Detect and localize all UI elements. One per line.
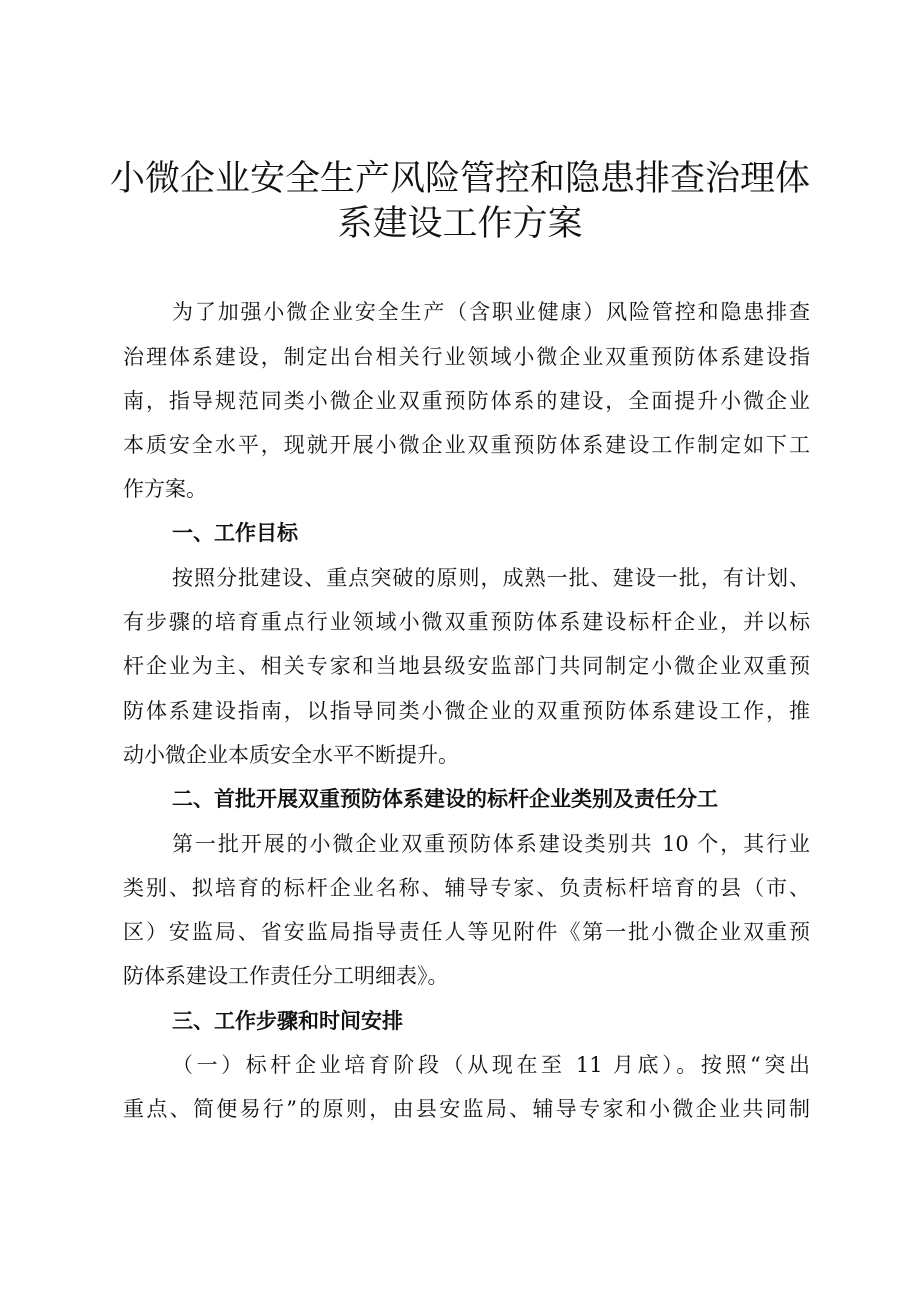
- paragraph-line: 南，指导规范同类小微企业双重预防体系的建设，全面提升小微企业: [123, 389, 810, 413]
- paragraph-line: 动小微企业本质安全水平不断提升。: [123, 743, 459, 767]
- paragraph-line: 杆企业为主、相关专家和当地县级安监部门共同制定小微企业双重预: [123, 654, 810, 678]
- paragraph-line: 防体系建设工作责任分工明细表》。: [123, 964, 449, 988]
- paragraph-line: 防体系建设指南，以指导同类小微企业的双重预防体系建设工作，推: [123, 699, 810, 723]
- paragraph-line: 本质安全水平，现就开展小微企业双重预防体系建设工作制定如下工: [123, 433, 810, 457]
- paragraph-line: 重点、简便易行”的原则，由县安监局、辅导专家和小微企业共同制: [123, 1097, 810, 1121]
- paragraph-line: （一）标杆企业培育阶段（从现在至 11 月底）。按照“突出: [172, 1053, 810, 1077]
- paragraph-line: 按照分批建设、重点突破的原则，成熟一批、建设一批，有计划、: [172, 566, 810, 590]
- paragraph-line: 有步骤的培育重点行业领域小微双重预防体系建设标杆企业，并以标: [123, 610, 810, 634]
- section-heading-benchmark: 二、首批开展双重预防体系建设的标杆企业类别及责任分工: [172, 787, 718, 811]
- document-title-line-2: 系建设工作方案: [337, 204, 583, 244]
- section-heading-steps: 三、工作步骤和时间安排: [172, 1009, 403, 1033]
- section-heading-goals: 一、工作目标: [172, 521, 298, 545]
- paragraph-line: 作方案。: [123, 477, 207, 501]
- paragraph-line: 第一批开展的小微企业双重预防体系建设类别共 10 个，其行业: [172, 832, 810, 856]
- paragraph-line: 治理体系建设，制定出台相关行业领域小微企业双重预防体系建设指: [123, 345, 810, 369]
- paragraph-line: 区）安监局、省安监局指导责任人等见附件《第一批小微企业双重预: [123, 920, 810, 944]
- paragraph-line: 类别、拟培育的标杆企业名称、辅导专家、负责标杆培育的县（市、: [123, 876, 810, 900]
- document-title-line-1: 小微企业安全生产风险管控和隐患排查治理体: [110, 159, 811, 199]
- paragraph-line: 为了加强小微企业安全生产（含职业健康）风险管控和隐患排查: [172, 300, 810, 324]
